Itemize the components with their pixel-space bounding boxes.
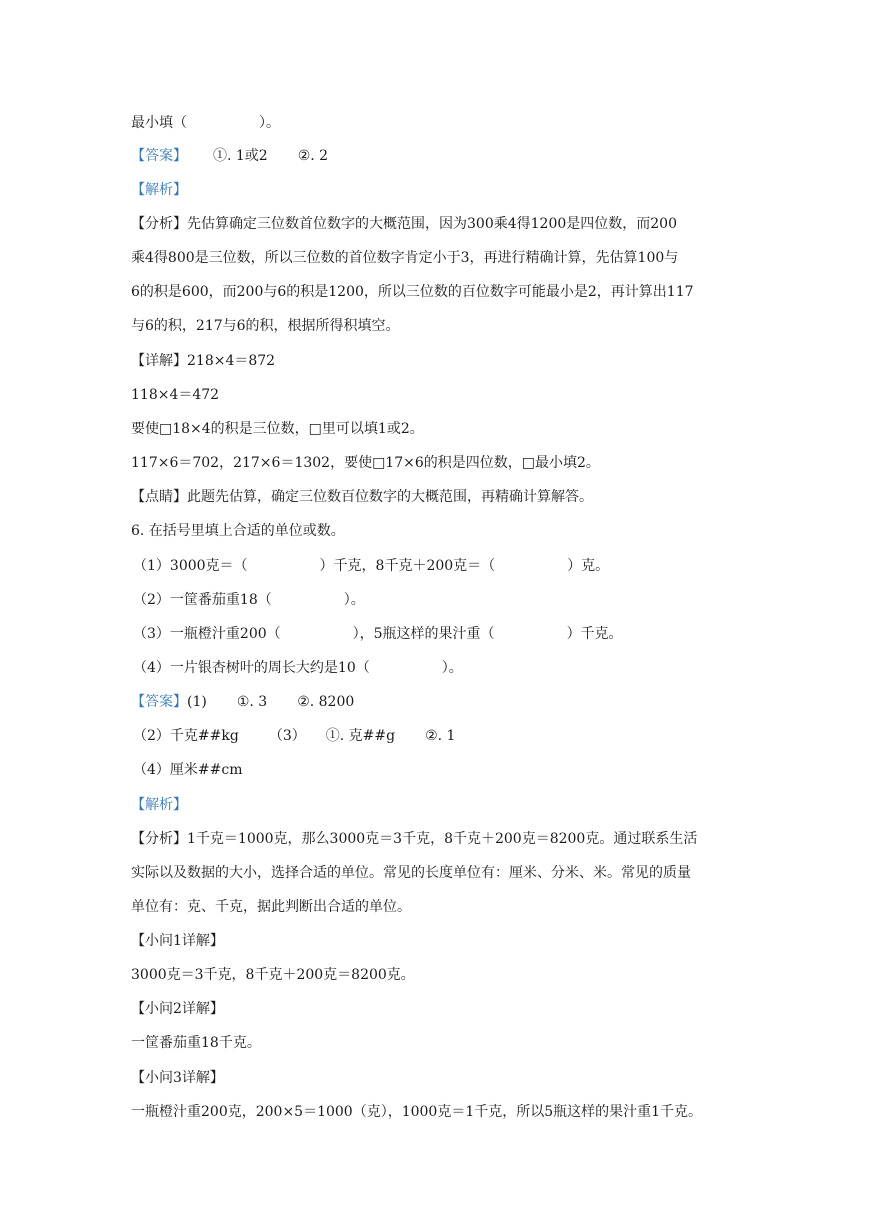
q6-sub1-c: ）克。 — [567, 558, 610, 574]
q6-s3-head: 【小问3详解】 — [131, 1070, 224, 1086]
q6-sub1-a: （1）3000克＝（ — [133, 558, 248, 574]
q5-answer-2: ②. 2 — [297, 148, 329, 164]
q6-sub2-a: （2）一筐番茄重18（ — [133, 592, 272, 608]
q5-tail-post: ）。 — [259, 115, 280, 131]
q6-sub4-b: ）。 — [441, 660, 463, 676]
q6-ans1-a: ①. 3 — [236, 694, 268, 710]
q6-sub4 — [133, 658, 463, 678]
q5-fenxi-line-1: 【分析】先估算确定三位数首位数字的大概范围，因为300乘4得1200是四位数，而200 — [131, 216, 677, 232]
q5-fenxi-line-3: 6的积是600，而200与6的积是1200，所以三位数的百位数字可能最小是2，再计算出117 — [131, 284, 694, 300]
q6-ans1-label: (1) — [187, 694, 207, 710]
q5-detail-line-1: 【详解】218×4＝872 — [131, 353, 276, 369]
q6-analysis-tag: 【解析】 — [131, 797, 187, 813]
q6-s1-head: 【小问1详解】 — [131, 933, 224, 949]
q6-sub3-a: （3）一瓶橙汁重200（ — [133, 626, 281, 642]
q6-sub2-b: ）。 — [343, 592, 365, 608]
q5-answer-1: ①. 1或2 — [213, 148, 268, 164]
q5-answer-tag: 【答案】 — [131, 148, 187, 164]
q6-sub3-c: ）千克。 — [566, 626, 623, 642]
q6-ans2: （2）千克##kg — [133, 728, 239, 744]
q5-analysis-tag: 【解析】 — [131, 182, 187, 198]
q5-detail-line-4: 117×6＝702，217×6＝1302，要使□17×6的积是四位数，□最小填2。 — [131, 455, 600, 471]
q6-answer-line-3: （4）厘米##cm — [133, 762, 243, 778]
q6-ans1-b: ②. 8200 — [297, 694, 355, 710]
q6-sub2 — [133, 590, 365, 610]
q6-sub3-b: ），5瓶这样的果汁重（ — [352, 626, 495, 642]
q6-title: 6. 在括号里填上合适的单位或数。 — [131, 523, 345, 539]
q6-s2-text: 一筐番茄重18千克。 — [131, 1035, 261, 1051]
q6-answer-line-1 — [131, 692, 354, 712]
q5-detail-line-3: 要使□18×4的积是三位数，□里可以填1或2。 — [131, 421, 424, 437]
q5-tail-line — [131, 113, 280, 133]
q5-detail-line-2: 118×4＝472 — [131, 387, 220, 403]
q6-answer-line-2 — [133, 726, 455, 746]
q5-fenxi-line-4: 与6的积，217与6的积，根据所得积填空。 — [131, 318, 400, 334]
q6-fenxi-line-2: 实际以及数据的大小，选择合适的单位。常见的长度单位有：厘米、分米、米。常见的质量 — [131, 865, 691, 881]
q6-sub1-b: ）千克，8千克＋200克＝（ — [319, 558, 496, 574]
q5-tail-pre: 最小填（ — [131, 115, 187, 131]
q5-comment: 【点睛】此题先估算，确定三位数百位数字的大概范围，再精确计算解答。 — [131, 489, 593, 505]
q6-ans3-a: ①. 克##g — [325, 728, 396, 744]
q6-ans3-b: ②. 1 — [425, 728, 456, 744]
q6-fenxi-line-3: 单位有：克、千克，据此判断出合适的单位。 — [131, 899, 411, 915]
q5-answer-line — [131, 146, 328, 166]
q6-fenxi-line-1: 【分析】1千克＝1000克，那么3000克＝3千克，8千克＋200克＝8200克。通过联系生活 — [131, 831, 698, 847]
q6-sub4-a: （4）一片银杏树叶的周长大约是10（ — [133, 660, 370, 676]
q6-sub3 — [133, 624, 623, 644]
q6-sub1 — [133, 556, 609, 576]
q6-s1-text: 3000克＝3千克，8千克＋200克＝8200克。 — [131, 967, 415, 983]
q6-s3-text: 一瓶橙汁重200克，200×5＝1000（克），1000克＝1千克，所以5瓶这样的果汁重1千克。 — [131, 1104, 703, 1120]
q6-ans3-label: （3） — [268, 728, 306, 744]
q6-s2-head: 【小问2详解】 — [131, 1001, 224, 1017]
q5-fenxi-line-2: 乘4得800是三位数，所以三位数的首位数字肯定小于3，再进行精确计算，先估算100与 — [131, 250, 679, 266]
q6-answer-tag: 【答案】 — [131, 694, 187, 710]
